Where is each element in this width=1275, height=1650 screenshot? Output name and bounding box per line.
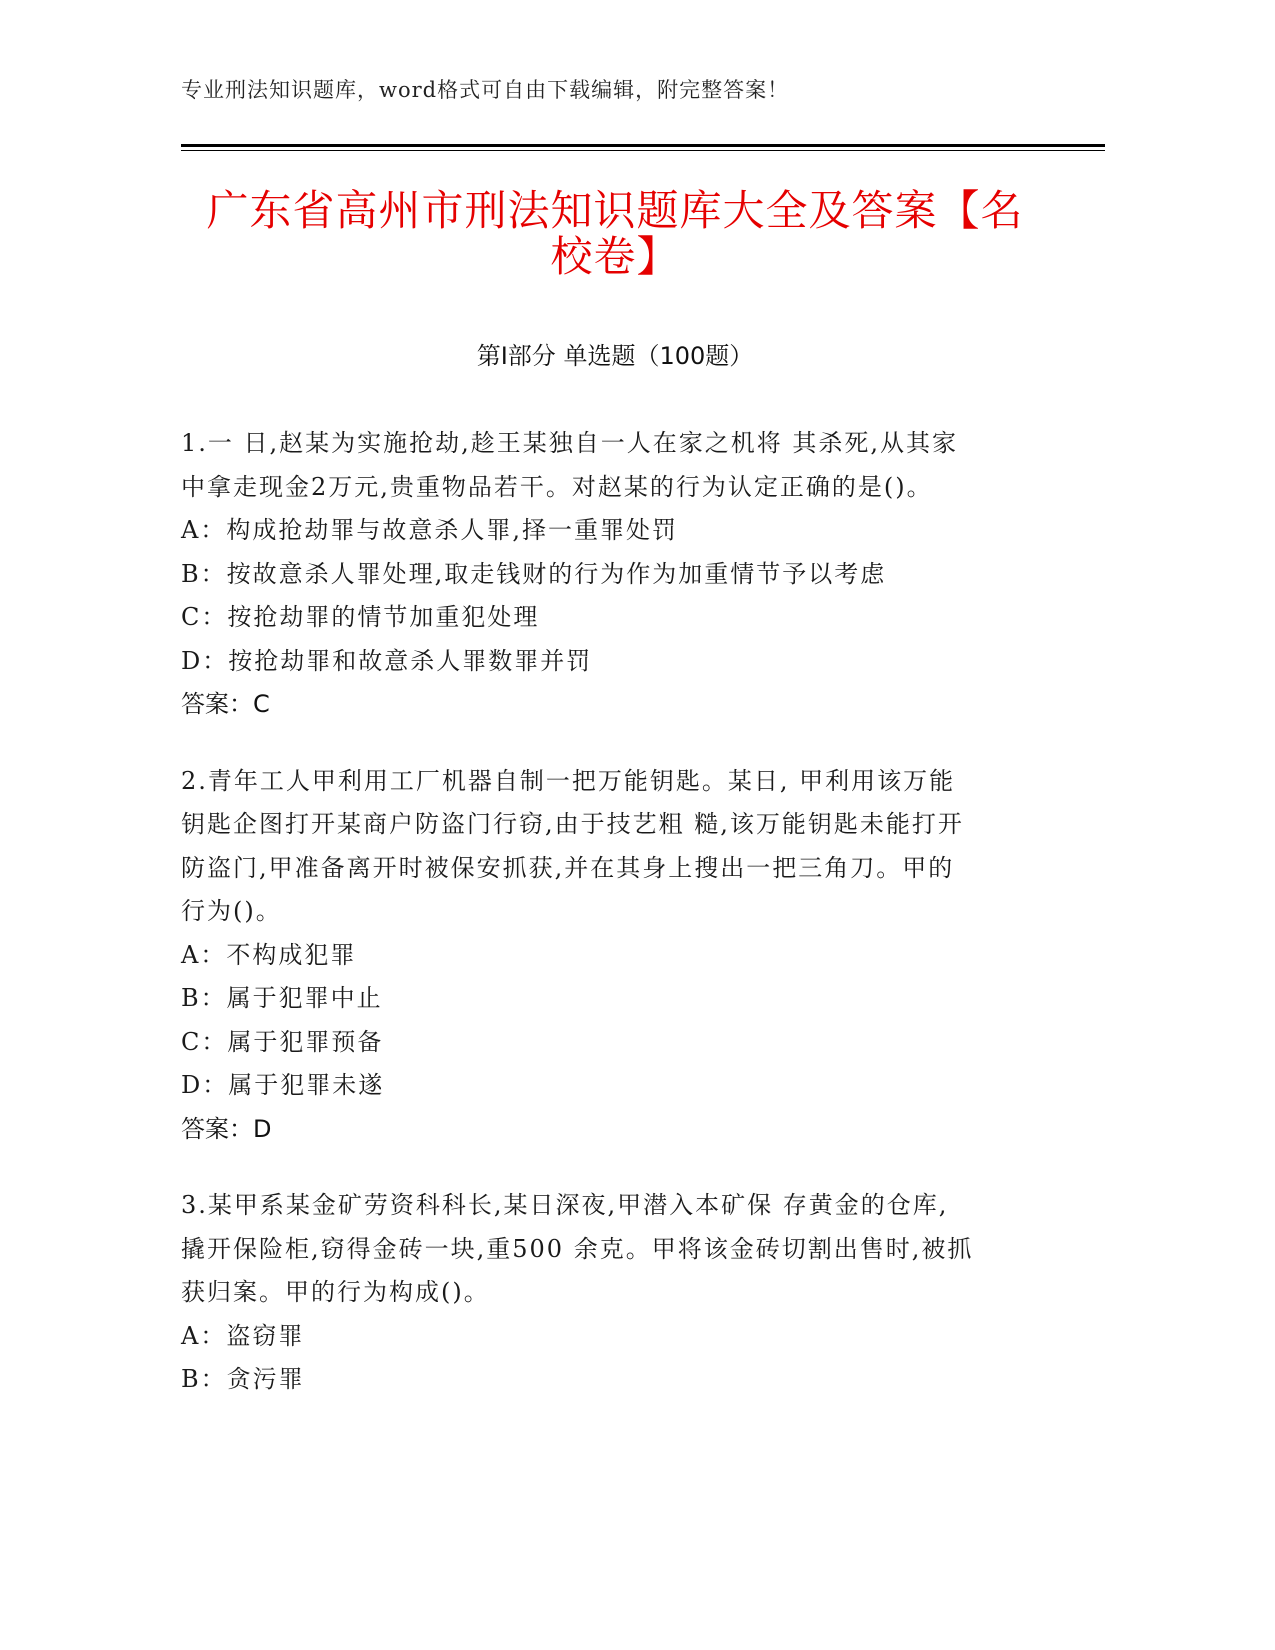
- option-d: D：按抢劫罪和故意杀人罪数罪并罚: [181, 646, 593, 675]
- header-rule-thick: [181, 144, 1105, 147]
- option-a: A：构成抢劫罪与故意杀人罪,择一重罪处罚: [181, 516, 678, 544]
- option-c: C：属于犯罪预备: [181, 1027, 384, 1056]
- question-stem-line: 防盗门,甲准备离开时被保安抓获,并在其身上搜出一把三角刀。甲的: [181, 853, 955, 882]
- question-stem-line: 获归案。甲的行为构成()。: [181, 1278, 490, 1306]
- answer: 答案：C: [181, 690, 270, 718]
- question-list: [181, 422, 1041, 1435]
- option-d: D：属于犯罪未遂: [181, 1071, 385, 1099]
- document-title: [181, 188, 1049, 280]
- page-header: 专业刑法知识题库，word格式可自由下载编辑，附完整答案！: [181, 78, 790, 102]
- question-stem-line: 撬开保险柜,窃得金砖一块,重500 余克。甲将该金砖切割出售时,被抓: [181, 1234, 974, 1263]
- option-a: A：盗窃罪: [181, 1321, 305, 1350]
- question-stem-line: 3.某甲系某金矿劳资科科长,某日深夜,甲潜入本矿保 存黄金的仓库,: [181, 1191, 949, 1219]
- option-c: C：按抢劫罪的情节加重犯处理: [181, 603, 540, 631]
- question-1: [181, 422, 1041, 727]
- document-title-line-1: 广东省高州市刑法知识题库大全及答案【名: [206, 186, 1024, 235]
- question-2: [181, 760, 1041, 1152]
- option-b: B：属于犯罪中止: [181, 984, 383, 1012]
- section-title: 第Ⅰ部分 单选题（100题）: [476, 342, 754, 370]
- option-b: B：按故意杀人罪处理,取走钱财的行为作为加重情节予以考虑: [181, 559, 887, 588]
- answer: 答案：D: [181, 1114, 272, 1143]
- header-rule-thin: [181, 150, 1105, 151]
- option-a: A：不构成犯罪: [181, 940, 357, 969]
- question-stem-line: 1.一 日,赵某为实施抢劫,趁王某独自一人在家之机将 其杀死,从其家: [181, 429, 959, 457]
- question-stem-line: 2.青年工人甲利用工厂机器自制一把万能钥匙。某日, 甲利用该万能: [181, 766, 956, 795]
- question-stem-line: 行为()。: [181, 897, 282, 925]
- question-3: [181, 1184, 1041, 1402]
- document-title-line-2: 校卷】: [550, 232, 680, 281]
- question-stem-line: 中拿走现金2万元,贵重物品若干。对赵某的行为认定正确的是()。: [181, 472, 933, 501]
- option-b: B：贪污罪: [181, 1365, 305, 1393]
- question-stem-line: 钥匙企图打开某商户防盗门行窃,由于技艺粗 糙,该万能钥匙未能打开: [181, 810, 964, 838]
